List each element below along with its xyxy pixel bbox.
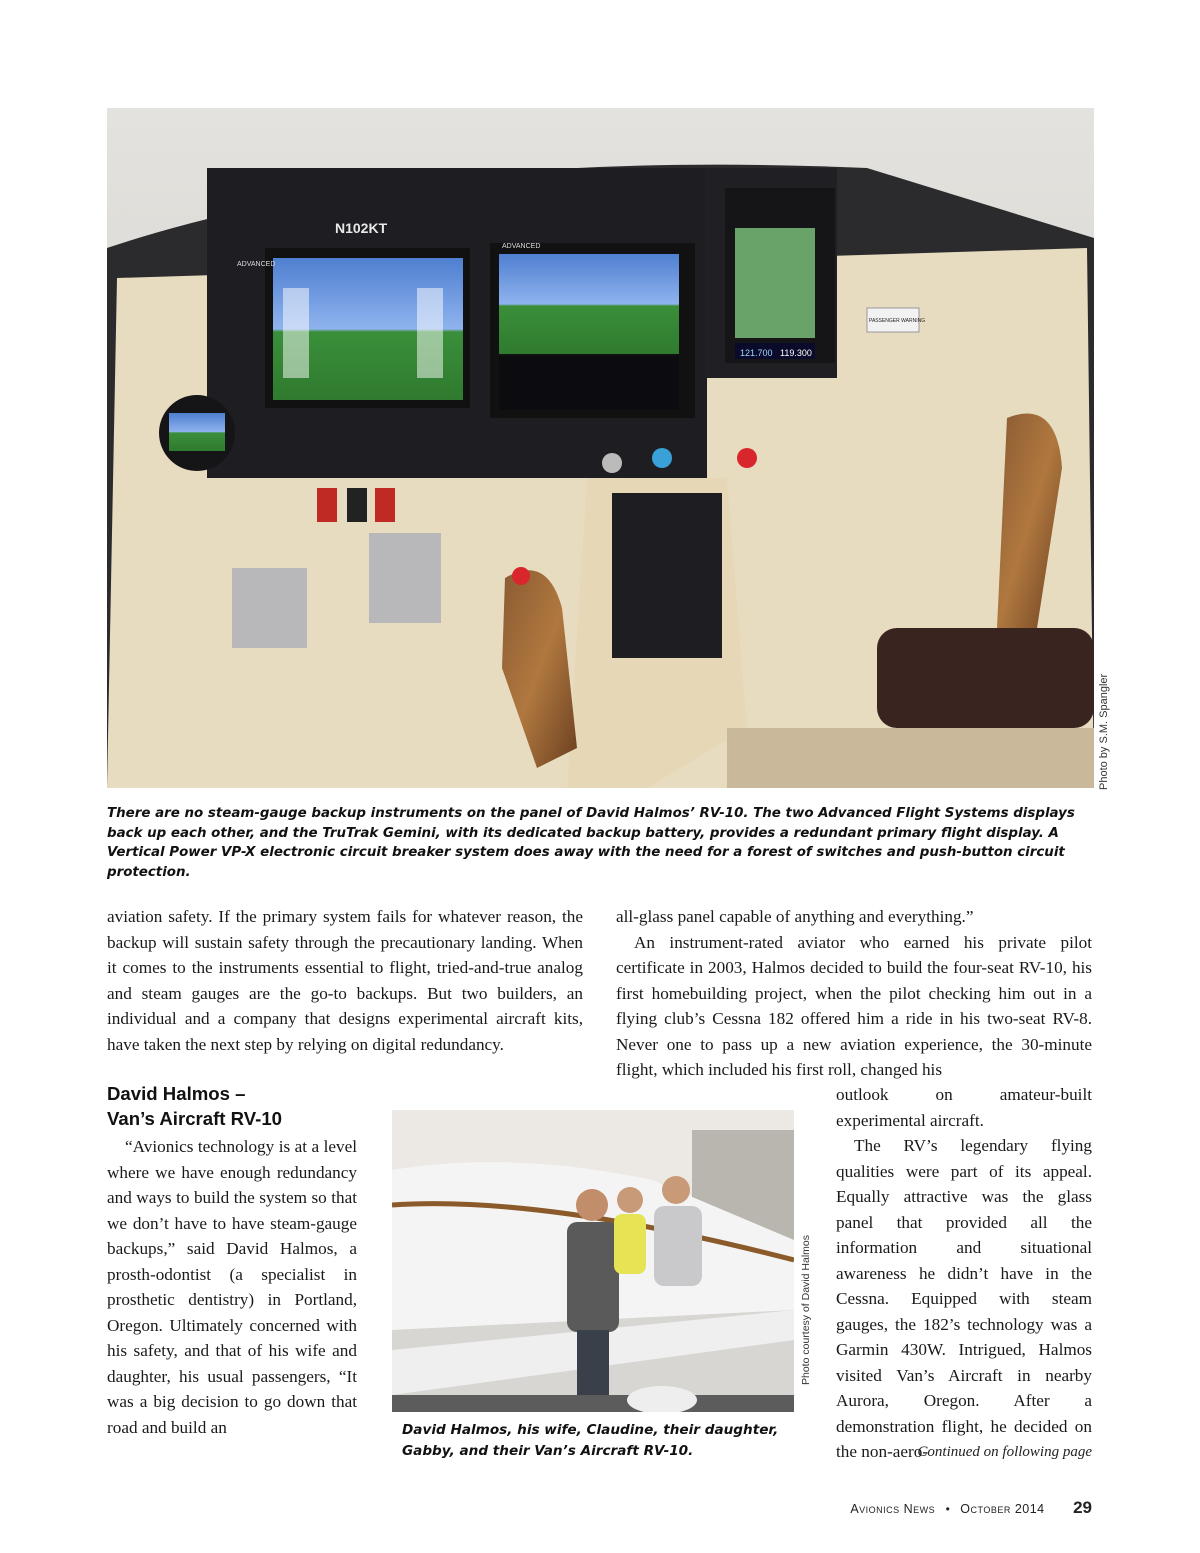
article-paragraph: An instrument-rated aviator who earned his private pilot certificate in 2003, Halmos decided to build the four-seat RV-10, his first homebuilding project, when the pilot checking him out in a flying club’s Cessna 182 offered him a ride in his two-seat RV-8. Never one to pass up a new aviation experience, the 30-minute flight, which included his first roll, changed his bbox=[616, 932, 1092, 1079]
footer-separator: • bbox=[945, 1502, 950, 1516]
person-claudine bbox=[662, 1176, 690, 1204]
person-gabby bbox=[617, 1187, 643, 1213]
issue-date: October 2014 bbox=[960, 1502, 1045, 1516]
family-photo-credit: Photo courtesy of David Halmos bbox=[800, 1235, 812, 1385]
article-paragraph: outlook on amateur-built experimental aircraft. bbox=[836, 1085, 1092, 1130]
continued-note: Continued on following page bbox=[917, 1444, 1092, 1460]
family-photo bbox=[392, 1110, 794, 1412]
article-paragraph: all-glass panel capable of anything and everything.” bbox=[616, 907, 974, 926]
gps-freq-2: 119.300 bbox=[780, 348, 812, 358]
hero-photo-credit: Photo by S.M. Spangler bbox=[1098, 673, 1110, 790]
article-paragraph: “Avionics technology is at a level where we have enough redundancy and ways to build the system so that we don’t have to have steam-gauge backups,” said David Halmos, a prosth-odontist (a specialist in prosthetic dentistry) in Portland, Oregon. Ultimately concerned with his safety, and that of his wife and daughter, his usual passengers, “It was a big decision to go down that road and build an bbox=[107, 1137, 357, 1437]
family-with-aircraft-illustration bbox=[392, 1110, 794, 1412]
article-column-1 bbox=[107, 904, 583, 1057]
article-paragraph: aviation safety. If the primary system fails for whatever reason, the backup will sustain safety through the precautionary landing. When it comes to the instruments essential to flight, tried-and-true analog and steam gauges are the go-to backups. But two builders, an individual and a company that designs experimental aircraft kits, have taken the next step by relying on digital redundancy. bbox=[107, 907, 583, 1054]
section-heading-line-2: Van’s Aircraft RV-10 bbox=[107, 1108, 283, 1129]
section-heading bbox=[107, 1081, 367, 1131]
page-footer bbox=[780, 1498, 1092, 1518]
publication-name: Avionics News bbox=[850, 1502, 936, 1516]
tail-number-label: N102KT bbox=[335, 220, 388, 236]
vpx-switch-panel bbox=[612, 493, 722, 658]
family-photo-caption-line-2: Gabby, and their Van’s Aircraft RV-10. bbox=[402, 1443, 694, 1459]
trutrak-gemini-display bbox=[169, 413, 225, 451]
article-column-lower-left bbox=[107, 1134, 357, 1440]
family-photo-caption bbox=[402, 1420, 792, 1462]
person-david bbox=[576, 1189, 608, 1221]
article-column-2 bbox=[616, 904, 1092, 1083]
left-display-brand: ADVANCED bbox=[237, 261, 276, 268]
article-column-lower-right bbox=[836, 1082, 1092, 1465]
hero-caption: There are no steam-gauge backup instruments on the panel of David Halmos’ RV-10. The two Advanced Flight Systems displays back up each other, and the TruTrak Gemini, with its dedicated backup battery, provides a redundant primary flight display. A Vertical Power VP-X electronic circuit breaker system does away with the need for a forest of switches and push-button circuit protection. bbox=[107, 806, 1075, 880]
cockpit-photo bbox=[107, 108, 1094, 788]
gps-freq-1: 121.700 bbox=[740, 348, 773, 358]
section-heading-line-1: David Halmos – bbox=[107, 1083, 246, 1104]
right-display-brand: ADVANCED bbox=[502, 243, 541, 250]
article-paragraph: The RV’s legendary flying qualities were part of its appeal. Equally attractive was the glass panel that provided all the information and situational awareness he didn’t have in the Cessna. Equipped with steam gauges, the 182’s technology was a Garmin 430W. Intrigued, Halmos visited Van’s Aircraft in nearby Aurora, Oregon. After a demonstration flight, he decided on the non-aero- bbox=[836, 1136, 1092, 1461]
cockpit-panel-illustration bbox=[107, 108, 1094, 788]
page-number: 29 bbox=[1073, 1498, 1092, 1517]
family-photo-caption-line-1: David Halmos, his wife, Claudine, their daughter, bbox=[402, 1422, 779, 1438]
passenger-warning-placard: PASSENGER WARNING bbox=[869, 318, 926, 324]
